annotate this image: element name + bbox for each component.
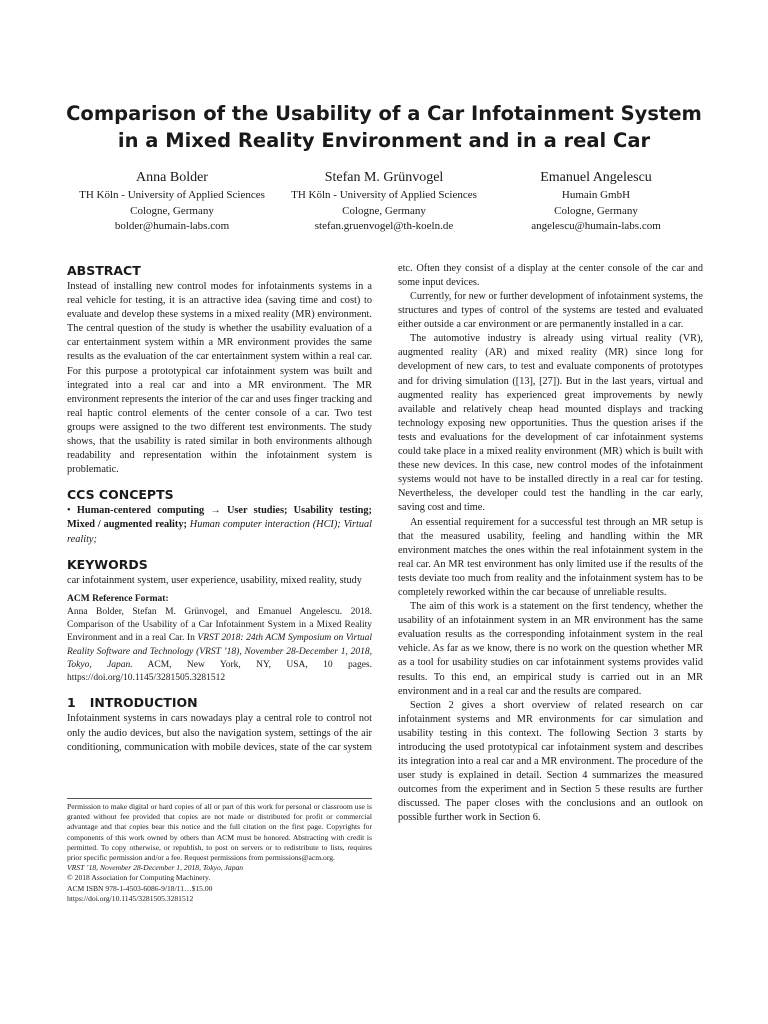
author-name: Anna Bolder [136,170,208,185]
reference-part1: Anna Bolder, Stefan M. Grünvogel, and Emanuel Angelescu. 2018. Comparison of the Usability of a Car Infotainment System in a Mixed Reality Environment and in a real Car. In [67,606,372,644]
footnote-venue: VRST ’18, November 28-December 1, 2018, Tokyo, Japan [67,863,244,873]
author-2 [278,168,490,235]
author-location: Cologne, Germany [554,204,638,217]
intro-paragraph-6: Section 2 gives a short overview of related research on car infotainment systems and MR environments for car simulation and usability testing in this context. The following Section 3 starts by introducing the used prototypical car infotainment system and describes its integration into a real car and a MR environment. The procedure of the user study is explained in detail. Section 4 summarizes the measured outcomes from the experiment and in Section 5 these results are further discussed. The paper closes with the conclusions and an outlook on possible further work in Section 6. [398,699,703,824]
author-name: Emanuel Angelescu [540,170,652,185]
intro-paragraph-1: Infotainment systems in cars nowadays play a central role to control not only the audio devices, but also the navigation system, settings of the air conditioning, communication with mobile devices, state of the car system [67,713,372,753]
author-3 [490,168,702,235]
left-column [67,262,372,754]
permission-notice: Permission to make digital or hard copies of all or part of this work for personal or classroom use is granted without fee provided that copies are not made or distributed for profit or commercial advantage and that copies bear this notice and the full citation on the first page. Copyrights for components of this work owned by others than ACM must be honored. Abstracting with credit is permitted. To copy otherwise, or republish, to post on servers or to redistribute to lists, requires prior specific permission and/or a fee. Request permissions from permissions@acm.org. [67,802,372,863]
reference-part2: ACM, New York, NY, USA, 10 pages. https://doi.org/10.1145/3281505.3281512 [67,659,373,684]
intro-paragraph-3: The automotive industry is already using virtual reality (VR), augmented reality (AR) and mixed reality (MR) since long for development of new cars, to test and evaluate components of prototypes and for driving simulation ([13], [27]). But in the last years, virtual and augmented reality has experienced great improvements by newly available and relatively cheap head mounted displays and tracking technology exposing new opportunities. Thus the question arises if the tests and evaluations for the development of car infotainment systems could take place in a mixed reality environment (MR) which is built with these new devices. In this case, new control modes of the infotainment systems would not have to be installed directly in a real car for testing. Nevertheless, the developer could test the handling in the car early, saving cost and time. [398,333,703,514]
footnote-doi[interactable]: https://doi.org/10.1145/3281505.3281512 [67,893,194,903]
reference-venue: VRST 2018: 24th ACM Symposium on Virtual Reality Software and Technology (VRST ’18), November 28-December 1, 2018, Tokyo, Japan. [67,633,372,670]
ccs-italic: Human computer interaction (HCI); Virtual reality; [67,519,372,545]
footnote [67,798,372,904]
reference-format-text [67,606,372,686]
paper-title: Comparison of the Usability of a Car Infotainment System in a Mixed Reality Environment and in a real Car [66,102,702,152]
intro-paragraph-1-continued [398,262,703,290]
abstract-text: Instead of installing new control modes for infotainments systems in a real vehicle for testing, it is an attractive idea (saving time and cost) to evaluate and develop these systems in a mixed reality (MR) environment. The central question of the study is whether the usability evaluation of a car entertainment system within a MR environment provides the same results as the evaluation of the car entertainment system within a real car. For this purpose a prototypical car infotainment system was built and integrated into a real car and into a MR environment. The MR environment represents the interior of the car and uses finger tracking and real haptic control elements of the center console of a car. Two test groups were assigned to the two different test environments. The study shows, that the usability is rated similar in both environments although readability and representation within the infotainment system is problematic. [67,281,372,476]
section-number: 1 [67,695,76,711]
intro-paragraph-4: An essential requirement for a successful test through an MR setup is that the measured usability, feeling and handling within the MR environment matches the ones within the real infotainment system in the real car. An MR test environment has only limited use if the results of the tests deviate too much from reality and the infotainment system has to be completely reworked within the car because of unreliable results. [398,516,703,598]
author-block [66,168,702,235]
intro-paragraph-1-overflow: etc. Often they consist of a display at the center console of the car and some input devices. [398,263,703,289]
footnote-isbn: ACM ISBN 978-1-4503-6086-9/18/11…$15.00 [67,883,213,893]
intro-heading [67,694,372,712]
author-location: Cologne, Germany [342,204,426,217]
ccs-bold: Human-centered computing → User studies; Usability testing; Mixed / augmented reality; [67,505,372,531]
footnote-copyright: © 2018 Association for Computing Machinery. [67,873,211,883]
abstract-heading: ABSTRACT [67,263,141,278]
section-title: INTRODUCTION [89,695,198,711]
author-email[interactable]: bolder@humain-labs.com [114,220,230,232]
author-name: Stefan M. Grünvogel [324,170,444,185]
right-column [398,262,703,826]
author-email[interactable]: angelescu@humain-labs.com [531,220,661,232]
reference-format-label: ACM Reference Format: [67,593,169,604]
author-1 [66,168,278,235]
author-affiliation: TH Köln - University of Applied Sciences [79,189,265,201]
author-affiliation: Humain GmbH [561,189,631,201]
keywords-text: car infotainment system, user experience, usability, mixed reality, study [67,574,362,586]
keywords-heading: KEYWORDS [67,556,148,572]
author-email[interactable]: stefan.gruenvogel@th-koeln.de [314,220,454,232]
intro-paragraph-5: The aim of this work is a statement on the first tendency, whether the usability of an infotainment system in an MR environment has the same evaluation results as the corresponding infotainment system in the real vehicle. As far as we know, there is no work on the question whether MR as a tool for usability studies on car infotainment systems provides valid results. To this end, an empirical study is carried out in an MR environment and in a real car and the results are compared. [398,601,703,697]
ccs-bullet: • [67,505,77,517]
ccs-concepts [67,504,372,546]
author-location: Cologne, Germany [130,204,214,217]
ccs-heading: CCS CONCEPTS [67,487,174,503]
author-affiliation: TH Köln - University of Applied Sciences [291,189,477,201]
intro-paragraph-2: Currently, for new or further development of infotainment systems, the structures and types of control of the systems are tested and evaluated either outside a car environment or are permanently installed in a car. [398,291,703,331]
